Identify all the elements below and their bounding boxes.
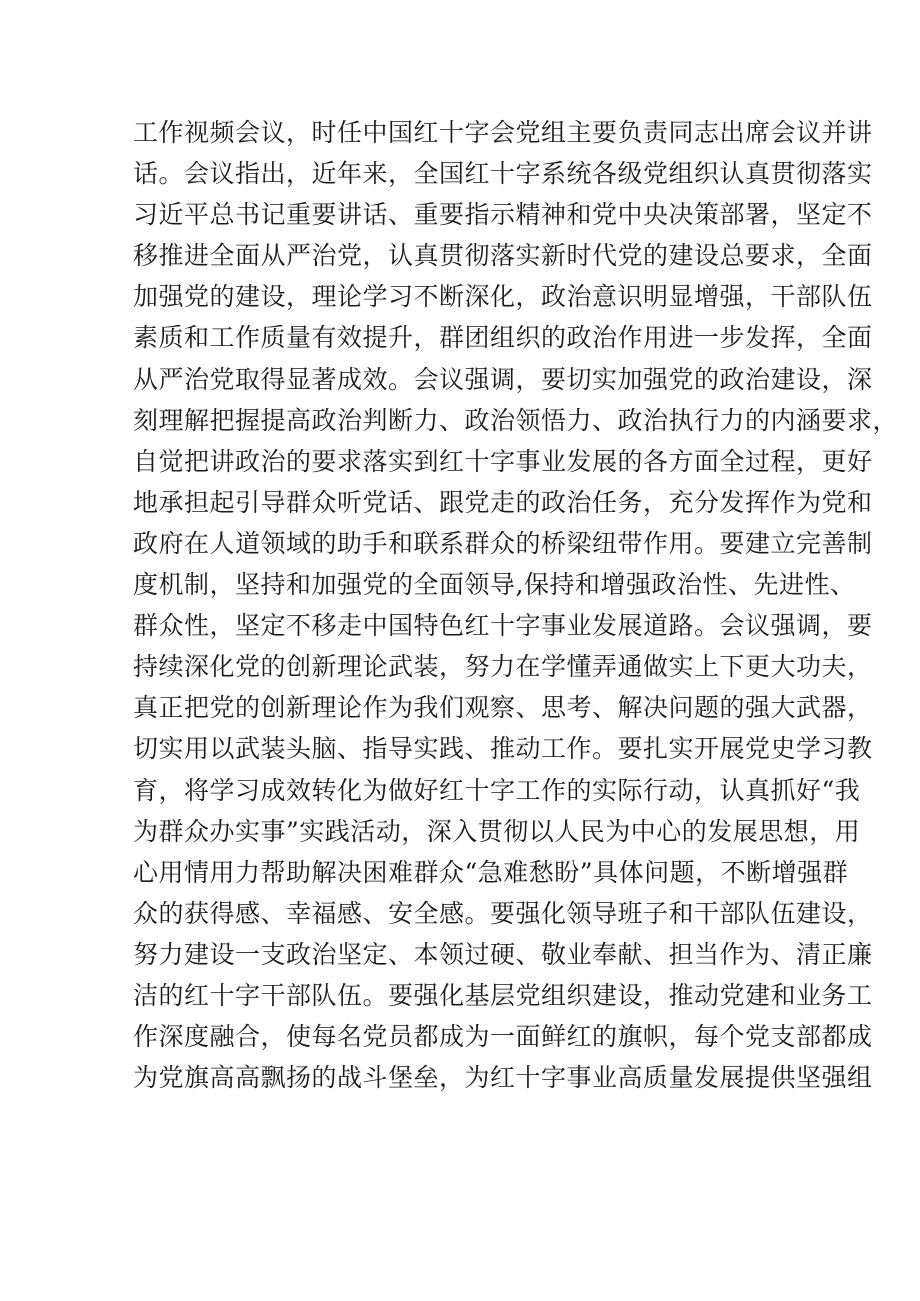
text-line: 育，将学习成效转化为做好红十字工作的实际行动，认真抓好“我 (133, 775, 861, 805)
text-line: 心用情用力帮助解决困难群众“急难愁盼”具体问题，不断增强群 (133, 857, 849, 887)
text-line: 努力建设一支政治坚定、本领过硬、敬业奉献、担当作为、清正廉 (133, 939, 873, 969)
text-line: 众的获得感、幸福感、安全感。要强化领导班子和干部队伍建设， (133, 898, 873, 928)
text-line: 持续深化党的创新理论武装，努力在学懂弄通做实上下更大功夫， (133, 652, 873, 682)
text-line: 地承担起引导群众听党话、跟党走的政治任务，充分发挥作为党和 (133, 487, 873, 517)
text-line: 工作视频会议，时任中国红十字会党组主要负责同志出席会议并讲 (133, 118, 873, 147)
text-line: 洁的红十字干部队伍。要强化基层党组织建设，推动党建和业务工 (133, 980, 873, 1010)
text-line: 真正把党的创新理论作为我们观察、思考、解决问题的强大武器， (133, 693, 873, 723)
text-line: 加强党的建设，理论学习不断深化，政治意识明显增强，干部队伍 (133, 282, 873, 312)
text-line: 话。会议指出，近年来，全国红十字系统各级党组织认真贯彻落实 (133, 159, 873, 189)
text-line: 为党旗高高飘扬的战斗堡垒，为红十字事业高质量发展提供坚强组 (133, 1063, 873, 1093)
text-line: 政府在人道领域的助手和联系群众的桥梁纽带作用。要建立完善制 (133, 528, 873, 558)
text-line: 自觉把讲政治的要求落实到红十字事业发展的各方面全过程，更好 (133, 446, 873, 476)
text-line: 群众性，坚定不移走中国特色红十字事业发展道路。会议强调，要 (133, 611, 873, 641)
text-line: 素质和工作质量有效提升，群团组织的政治作用进一步发挥，全面 (133, 323, 873, 353)
text-line: 从严治党取得显著成效。会议强调，要切实加强党的政治建设，深 (133, 364, 873, 394)
text-line: 刻理解把握提高政治判断力、政治领悟力、政治执行力的内涵要求， (133, 405, 899, 435)
body-paragraph (133, 112, 899, 1098)
text-line: 作深度融合，使每名党员都成为一面鲜红的旗帜，每个党支部都成 (133, 1022, 873, 1052)
text-line: 为群众办实事”实践活动，深入贯彻以人民为中心的发展思想，用 (133, 816, 861, 846)
text-line: 移推进全面从严治党，认真贯彻落实新时代党的建设总要求，全面 (133, 241, 873, 271)
text-line: 习近平总书记重要讲话、重要指示精神和党中央决策部署，坚定不 (133, 200, 873, 230)
text-line: 度机制，坚持和加强党的全面领导,保持和增强政治性、先进性、 (133, 570, 856, 600)
text-line: 切实用以武装头脑、指导实践、推动工作。要扎实开展党史学习教 (133, 734, 873, 764)
